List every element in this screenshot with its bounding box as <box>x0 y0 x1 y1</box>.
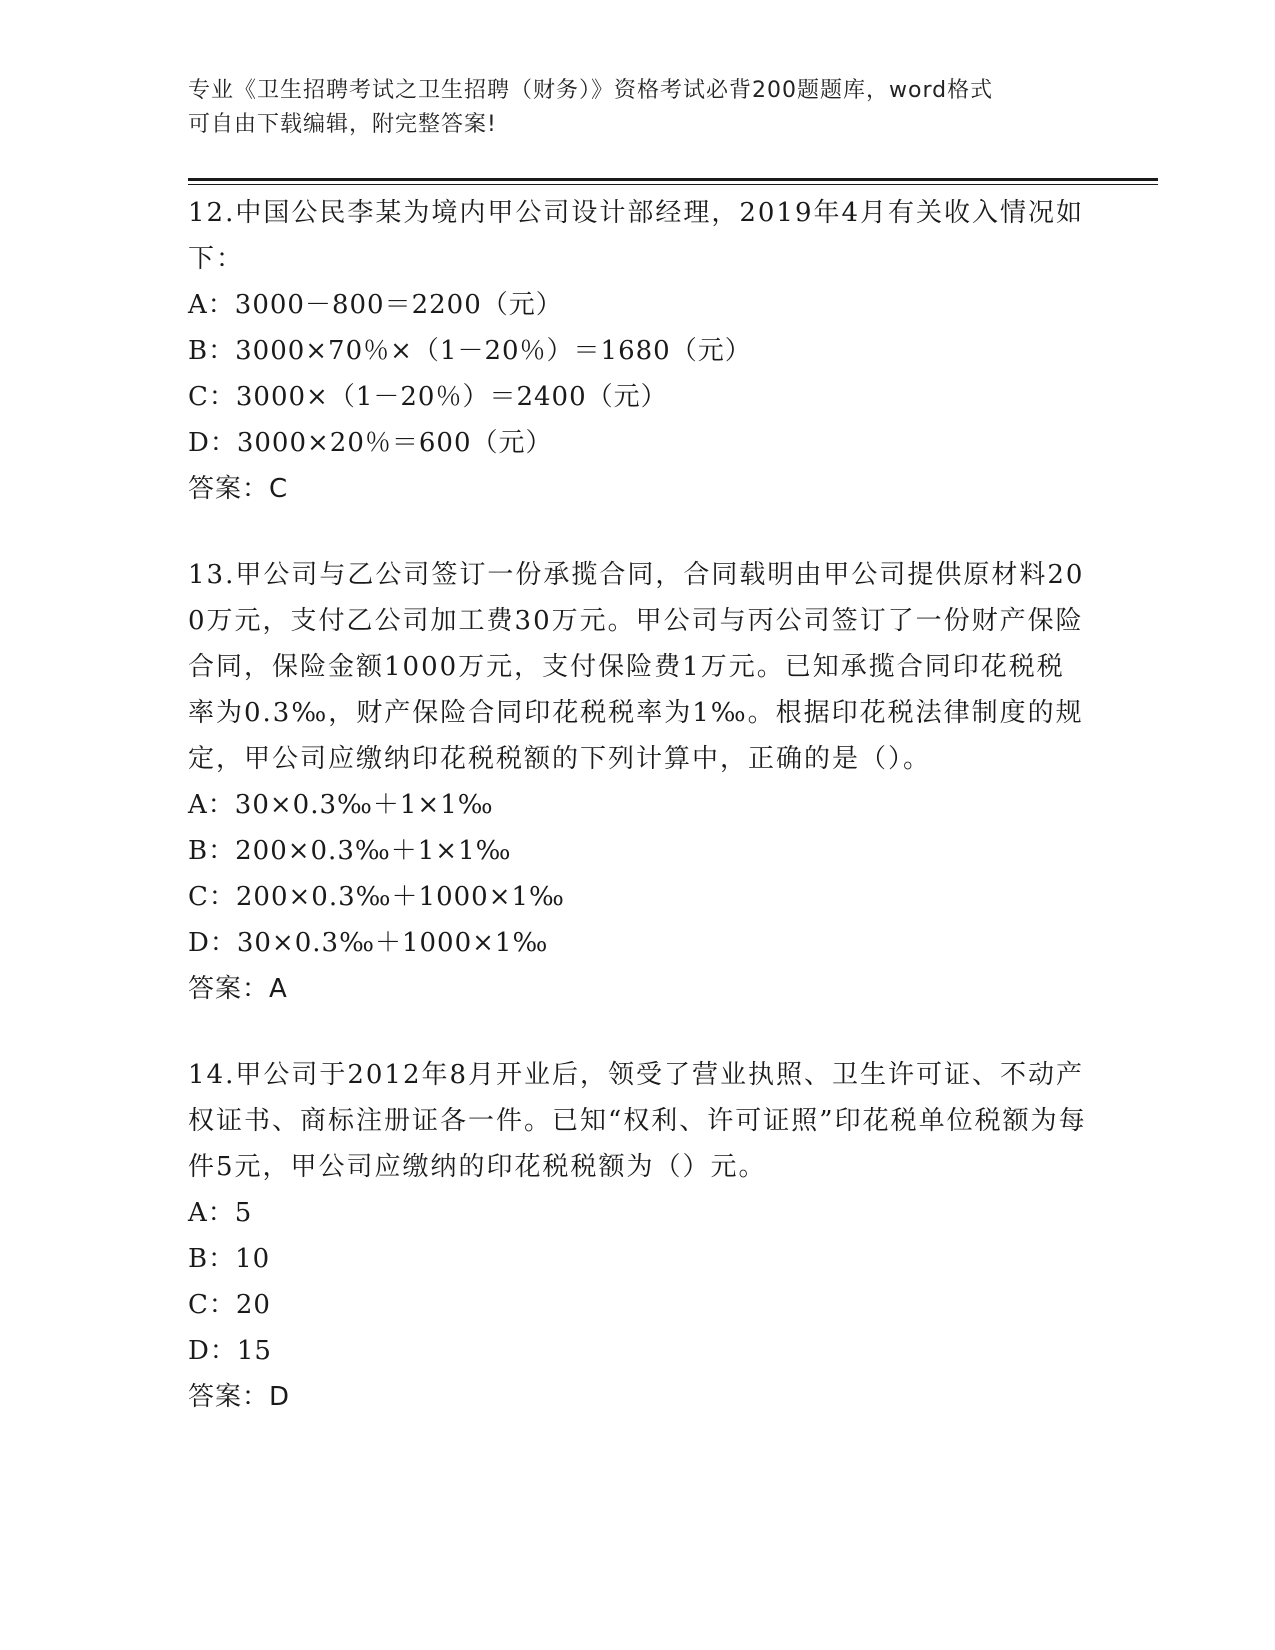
option-b: B：10 <box>188 1244 271 1274</box>
question-stem: 12.中国公民李某为境内甲公司设计部经理，2019年4月有关收入情况如下： <box>188 198 1085 274</box>
answer-label: 答案：C <box>188 474 289 504</box>
option-a: A：30×0.3‰＋1×1‰ <box>188 790 494 820</box>
option-d: D：3000×20％＝600（元） <box>188 428 553 458</box>
answer-label: 答案：D <box>188 1382 291 1412</box>
answer-label: 答案：A <box>188 974 288 1004</box>
header-line-1: 专业《卫生招聘考试之卫生招聘（财务）》资格考试必背200题题库，word格式 <box>188 78 994 103</box>
option-b: B：3000×70％×（1－20％）＝1680（元） <box>188 336 752 366</box>
question-12 <box>188 190 1088 512</box>
header-divider-thick <box>188 178 1158 181</box>
option-d: D：15 <box>188 1336 272 1366</box>
option-c: C：200×0.3‰＋1000×1‰ <box>188 882 565 912</box>
option-c: C：20 <box>188 1290 271 1320</box>
question-13 <box>188 552 1088 1012</box>
header-divider-thin <box>188 184 1158 185</box>
header-line-2: 可自由下载编辑，附完整答案! <box>188 112 497 137</box>
option-a: A：3000－800＝2200（元） <box>188 290 563 320</box>
question-14 <box>188 1052 1088 1420</box>
document-header <box>188 74 1068 142</box>
question-list <box>188 190 1088 1460</box>
option-a: A：5 <box>188 1198 253 1228</box>
option-d: D：30×0.3‰＋1000×1‰ <box>188 928 549 958</box>
question-stem: 14.甲公司于2012年8月开业后，领受了营业执照、卫生许可证、不动产权证书、商标注册证各一件。已知“权利、许可证照”印花税单位税额为每件5元，甲公司应缴纳的印花税税额为（）元。 <box>188 1060 1087 1182</box>
option-c: C：3000×（1－20％）＝2400（元） <box>188 382 668 412</box>
option-b: B：200×0.3‰＋1×1‰ <box>188 836 512 866</box>
question-stem: 13.甲公司与乙公司签订一份承揽合同，合同载明由甲公司提供原材料200万元，支付乙公司加工费30万元。甲公司与丙公司签订了一份财产保险合同，保险金额1000万元，支付保险费1万元。已知承揽合同印花税税率为0.3‰，财产保险合同印花税税率为1‰。根据印花税法律制度的规定，甲公司应缴纳印花税税额的下列计算中，正确的是（）。 <box>188 560 1085 774</box>
